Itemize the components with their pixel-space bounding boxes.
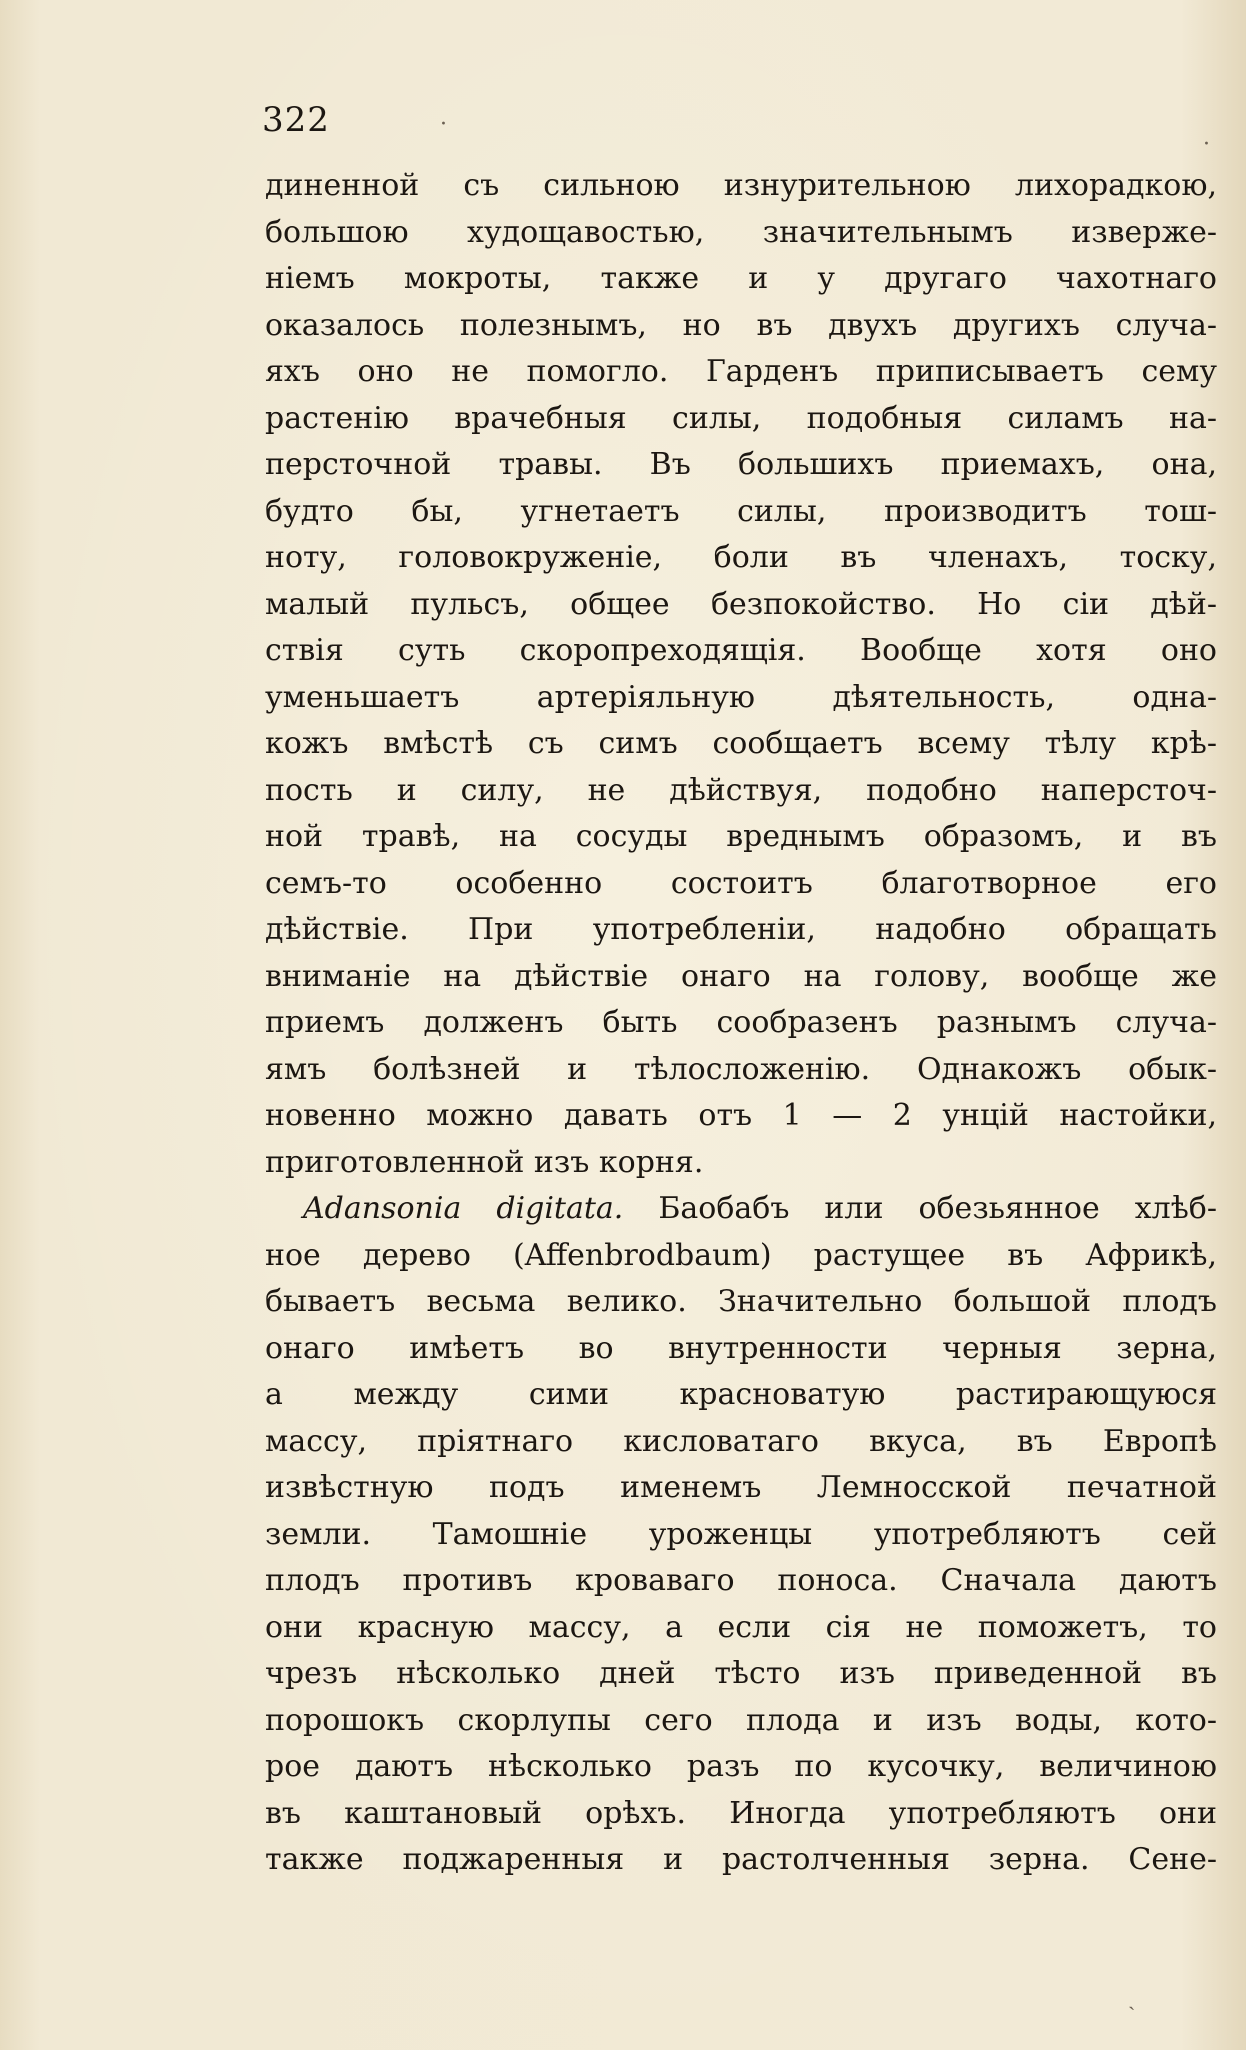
text-line: приемъ долженъ быть сообразенъ разнымъ случа- [265, 1005, 1217, 1040]
text-line: дѣйствіе. При употребленіи, надобно обращать [265, 912, 1217, 947]
text-line: они красную массу, а если сія не поможетъ, то [265, 1609, 1217, 1645]
stray-mark: · [1203, 132, 1210, 157]
text-line: персточной травы. Въ большихъ приемахъ, она, [265, 447, 1217, 482]
text-line: въ каштановый орѣхъ. Иногда употребляютъ они [265, 1795, 1217, 1831]
text-line: приготовленной изъ корня. [265, 1144, 704, 1180]
text-line: яхъ оно не помогло. Гарденъ приписываетъ сему [265, 354, 1217, 389]
text-line: ямъ болѣзней и тѣлосложенію. Однакожъ обык- [265, 1051, 1217, 1087]
text-line: земли. Тамошніе уроженцы употребляютъ сей [265, 1516, 1217, 1552]
text-line: порошокъ скорлупы сего плода и изъ воды, кото- [265, 1702, 1217, 1738]
text-line: пость и силу, не дѣйствуя, подобно наперсточ- [265, 772, 1217, 808]
page-number: 322 [262, 100, 330, 140]
latin-species-name: Adansonia digitata. [303, 1191, 624, 1226]
text-line: ноту, головокруженіе, боли въ членахъ, тоску, [265, 540, 1217, 575]
text-line: растенію врачебныя силы, подобныя силамъ на- [265, 400, 1217, 436]
stray-mark: · [440, 112, 447, 137]
text-line: ствія суть скоропреходящія. Вообще хотя оно [265, 633, 1217, 668]
text-line: рое даютъ нѣсколько разъ по кусочку, величиною [265, 1749, 1217, 1784]
text-line: извѣстную подъ именемъ Лемносской печатной [265, 1470, 1217, 1505]
text-line: а между сими красноватую растирающуюся [265, 1377, 1217, 1412]
text-line: диненной съ сильною изнурительною лихорадкою, [265, 168, 1217, 203]
text-line: новенно можно давать отъ 1 — 2 унцій настойки, [265, 1098, 1217, 1133]
text-line: ной травѣ, на сосуды вреднымъ образомъ, и въ [265, 819, 1217, 854]
text-line: вниманіе на дѣйствіе онаго на голову, вообще же [265, 958, 1217, 994]
body-text [265, 163, 1217, 1884]
text-line: бываетъ весьма велико. Значительно большой плодъ [265, 1284, 1217, 1319]
text-line: массу, пріятнаго кисловатаго вкуса, въ Европѣ [265, 1423, 1217, 1459]
text-line: также поджаренныя и растолченныя зерна. Сене- [265, 1842, 1217, 1877]
text-line: оказалось полезнымъ, но въ двухъ другихъ случа- [265, 307, 1217, 343]
text-line: плодъ противъ кроваваго поноса. Сначала даютъ [265, 1563, 1217, 1598]
text-line: ное дерево (Affenbrodbaum) растущее въ Африкѣ, [265, 1237, 1217, 1273]
text-line: ніемъ мокроты, также и у другаго чахотнаго [265, 261, 1217, 296]
text-line-rest: Баобабъ или обезьянное хлѣб- [623, 1191, 1217, 1226]
text-line: онаго имѣетъ во внутренности черныя зерна, [265, 1330, 1217, 1366]
text-line: будто бы, угнетаетъ силы, производитъ тош- [265, 493, 1217, 529]
stray-mark: ˎ [1128, 1986, 1136, 2011]
text-line: малый пульсъ, общее безпокойство. Но сіи дѣй- [265, 586, 1217, 622]
text-line: кожъ вмѣстѣ съ симъ сообщаетъ всему тѣлу крѣ- [265, 726, 1217, 761]
text-line-first [265, 1186, 1217, 1233]
text-line: чрезъ нѣсколько дней тѣсто изъ приведенной въ [265, 1656, 1217, 1691]
text-line: уменьшаетъ артеріяльную дѣятельность, одна- [265, 679, 1217, 715]
text-line: большою худощавостью, значительнымъ изверже- [265, 214, 1217, 250]
text-line: семъ-то особенно состоитъ благотворное его [265, 865, 1217, 901]
